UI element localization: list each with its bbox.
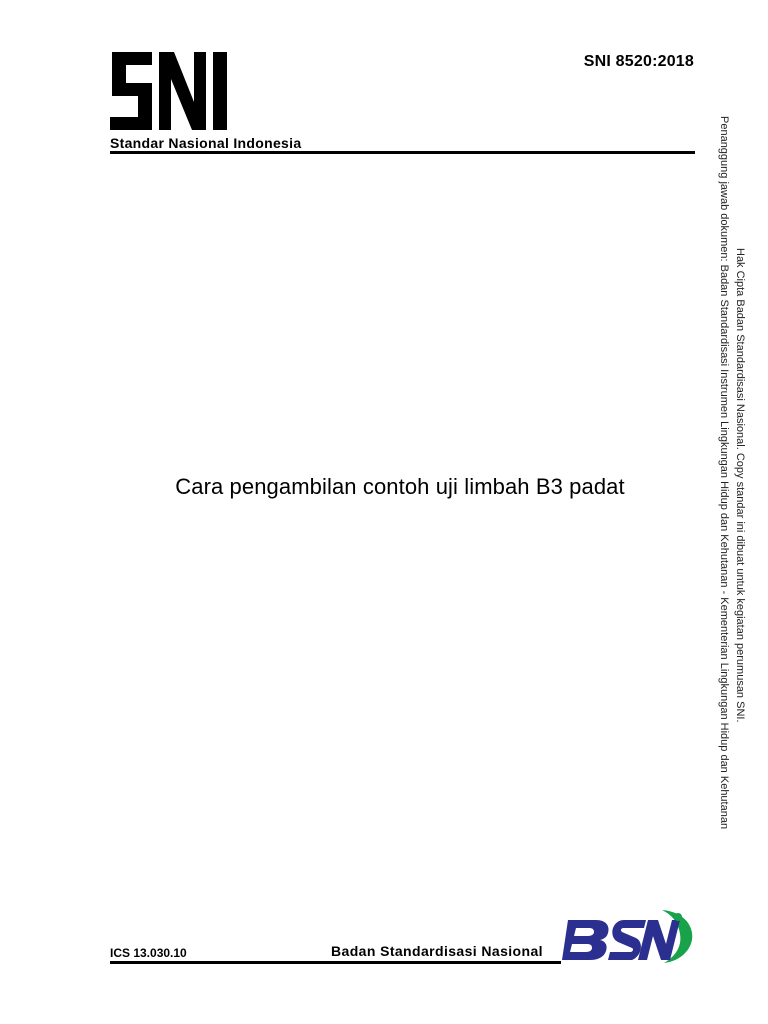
bsn-logo [562, 906, 698, 964]
footer-divider [110, 961, 561, 964]
ics-code: ICS 13.030.10 [110, 946, 187, 960]
standard-subtitle: Standar Nasional Indonesia [110, 135, 302, 151]
copyright-note [716, 116, 748, 906]
agency-name: Badan Standardisasi Nasional [331, 943, 543, 959]
document-number: SNI 8520:2018 [583, 53, 694, 70]
document-title: Cara pengambilan contoh uji limbah B3 padat [175, 474, 625, 499]
copyright-line: Hak Cipta Badan Standardisasi Nasional. Copy standar ini dibuat untuk kegiatan perumusan SNI. [734, 248, 746, 723]
header-divider [110, 151, 695, 154]
responsible-party-line: Penanggung jawab dokumen: Badan Standardisasi Instrumen Lingkungan Hidup dan Kehutanan - Kementerian Lingkungan Hidup dan Kehutanan [718, 116, 730, 830]
sni-logo [110, 52, 228, 130]
